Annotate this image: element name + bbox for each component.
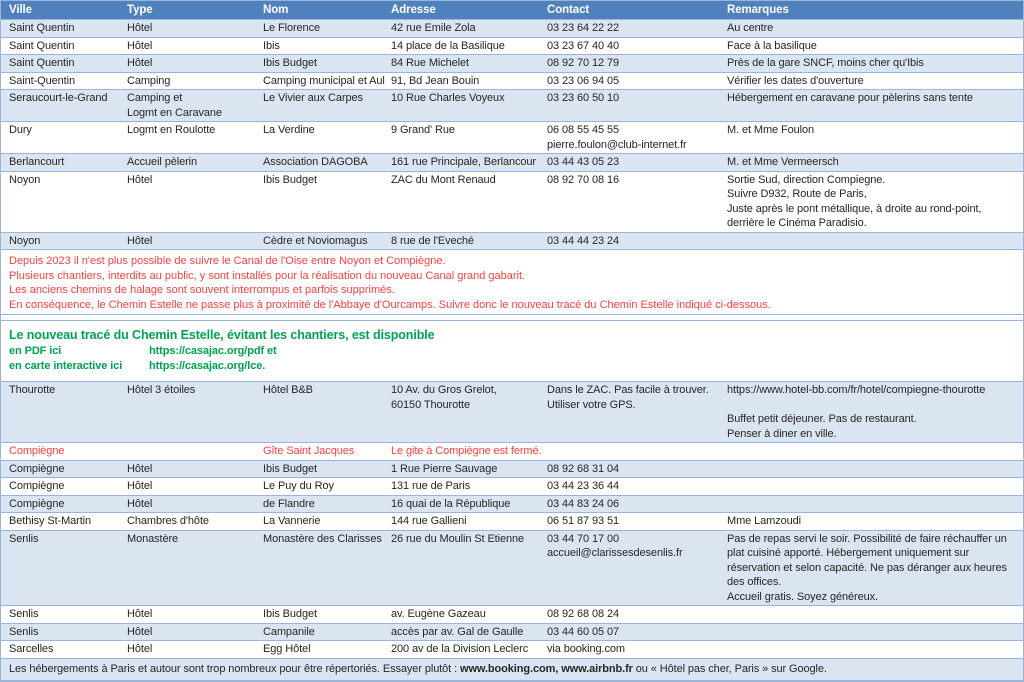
cell-nom bbox=[255, 531, 383, 606]
cell-contact bbox=[539, 478, 719, 495]
cell-line: Hébergement en caravane pour pèlerins sans tente bbox=[727, 92, 973, 104]
cell-remarques bbox=[719, 461, 1023, 478]
cell-line: 03 44 23 36 44 bbox=[547, 480, 620, 493]
cell-remarques bbox=[719, 20, 1023, 37]
cell-type bbox=[119, 73, 255, 90]
cell-remarques bbox=[719, 443, 1023, 460]
cell-contact bbox=[539, 154, 719, 171]
cell-nom bbox=[255, 478, 383, 495]
cell-ville bbox=[1, 531, 119, 606]
cell-adresse bbox=[383, 496, 539, 513]
cell-nom bbox=[255, 461, 383, 478]
url-link[interactable]: https://www.hotel-bb.com/fr/hotel/compiegne-thourotte bbox=[727, 384, 986, 397]
route-link-label: en PDF ici bbox=[9, 345, 62, 358]
cell-ville bbox=[1, 624, 119, 641]
cell-adresse bbox=[383, 233, 539, 250]
table-row bbox=[1, 641, 1023, 659]
cell-line: La Verdine bbox=[263, 124, 315, 136]
cell-line: Monastère des Clarisses bbox=[263, 532, 382, 545]
cell-adresse bbox=[383, 531, 539, 606]
table-row bbox=[1, 73, 1023, 91]
cell-line: Le Vivier aux Carpes bbox=[263, 92, 363, 104]
route-link-row bbox=[9, 344, 1015, 359]
table-row bbox=[1, 382, 1023, 443]
cell-line: Utiliser votre GPS. bbox=[547, 398, 636, 411]
cell-line: Ibis Budget bbox=[263, 173, 317, 186]
cell-line: 144 rue Gallieni bbox=[391, 515, 467, 528]
cell-nom bbox=[255, 122, 383, 153]
footer-text-prefix: Les hébergements à Paris et autour sont trop nombreux pour être répertoriés. Essayer plutôt : bbox=[9, 662, 461, 675]
cell-ville bbox=[1, 641, 119, 658]
cell-line: 03 23 60 50 10 bbox=[547, 92, 620, 104]
cell-line: Ibis Budget bbox=[263, 462, 317, 475]
cell-line: 08 92 70 08 16 bbox=[547, 173, 620, 186]
cell-remarques bbox=[719, 90, 1023, 121]
cell-remarques bbox=[719, 172, 1023, 232]
cell-line: Dans le ZAC. Pas facile à trouver. bbox=[547, 384, 709, 397]
cell-line: Hôtel bbox=[127, 234, 153, 247]
cell-line: Hôtel 3 étoiles bbox=[127, 384, 196, 397]
cell-line: 10 Av. du Gros Grelot, bbox=[391, 384, 497, 397]
cell-line: Logmt en Roulotte bbox=[127, 124, 216, 136]
cell-ville bbox=[1, 496, 119, 513]
cell-line: Chambres d'hôte bbox=[127, 515, 209, 528]
table-row bbox=[1, 154, 1023, 172]
cell-adresse bbox=[383, 513, 539, 530]
cell-line: Près de la gare SNCF, moins cher qu'Ibis bbox=[727, 57, 924, 69]
cell-type bbox=[119, 478, 255, 495]
cell-line: 03 44 44 23 24 bbox=[547, 234, 620, 247]
cell-line: 03 44 60 05 07 bbox=[547, 625, 620, 638]
cell-line: Thourotte bbox=[9, 384, 56, 397]
table-row bbox=[1, 606, 1023, 624]
cell-line: Le Florence bbox=[263, 22, 320, 34]
cell-line: Sortie Sud, direction Compiegne. bbox=[727, 173, 886, 186]
cell-line: Gîte Saint Jacques bbox=[263, 445, 355, 458]
cell-line: Hôtel B&B bbox=[263, 384, 313, 397]
cell-line: Suivre D932, Route de Paris, bbox=[727, 188, 867, 200]
cell-line: Berlancourt bbox=[9, 156, 65, 168]
cell-line: Vérifier les dates d'ouverture bbox=[727, 74, 864, 87]
cell-line: Senlis bbox=[9, 608, 39, 621]
cell-line: Le gite à Compiègne est fermé. bbox=[391, 445, 542, 458]
cell-line: 14 place de la Basilique bbox=[391, 39, 505, 52]
column-header-adresse: Adresse bbox=[391, 4, 436, 16]
cell-type bbox=[119, 496, 255, 513]
cell-contact bbox=[539, 382, 719, 442]
cell-line: Compiègne bbox=[9, 462, 65, 475]
cell-line: 08 92 70 12 79 bbox=[547, 57, 620, 69]
table-row bbox=[1, 90, 1023, 122]
table-row bbox=[1, 478, 1023, 496]
cell-remarques bbox=[719, 513, 1023, 530]
cell-nom bbox=[255, 641, 383, 658]
cell-ville bbox=[1, 478, 119, 495]
table-row bbox=[1, 531, 1023, 607]
cell-line: Sarcelles bbox=[9, 643, 54, 656]
cell-line: 9 Grand' Rue bbox=[391, 124, 455, 136]
cell-line: Au centre bbox=[727, 22, 774, 34]
cell-line: 26 rue du Moulin St Etienne bbox=[391, 532, 525, 545]
cell-nom bbox=[255, 443, 383, 460]
cell-line: Penser à diner en ville. bbox=[727, 427, 837, 440]
table-row bbox=[1, 55, 1023, 73]
cell-adresse bbox=[383, 624, 539, 641]
cell-line: Egg Hôtel bbox=[263, 643, 311, 656]
table-row bbox=[1, 122, 1023, 154]
cell-type bbox=[119, 461, 255, 478]
cell-line: Logmt en Caravane bbox=[127, 106, 222, 119]
route-link-row bbox=[9, 359, 1015, 374]
cell-line: Dury bbox=[9, 124, 32, 136]
cell-adresse bbox=[383, 641, 539, 658]
cell-line: Hôtel bbox=[127, 39, 153, 52]
cell-adresse bbox=[383, 478, 539, 495]
cell-line: Hôtel bbox=[127, 57, 153, 69]
cell-type bbox=[119, 641, 255, 658]
cell-line: Compiègne bbox=[9, 480, 65, 493]
cell-remarques bbox=[719, 122, 1023, 153]
cell-type bbox=[119, 233, 255, 250]
cell-line: 161 rue Principale, Berlancour bbox=[391, 156, 536, 168]
cell-type bbox=[119, 154, 255, 171]
cell-line: 03 23 06 94 05 bbox=[547, 74, 620, 87]
cell-line: Ibis bbox=[263, 39, 280, 52]
cell-remarques bbox=[719, 606, 1023, 623]
cell-line: 16 quai de la République bbox=[391, 497, 511, 510]
cell-contact bbox=[539, 606, 719, 623]
cell-line: pierre.foulon@club-internet.fr bbox=[547, 138, 687, 151]
cell-line: 1 Rue Pierre Sauvage bbox=[391, 462, 498, 475]
cell-type bbox=[119, 20, 255, 37]
cell-type bbox=[119, 38, 255, 55]
cell-adresse bbox=[383, 122, 539, 153]
cell-nom bbox=[255, 624, 383, 641]
cell-ville bbox=[1, 233, 119, 250]
cell-contact bbox=[539, 624, 719, 641]
cell-remarques bbox=[719, 38, 1023, 55]
cell-line: Saint Quentin bbox=[9, 39, 75, 52]
table-row bbox=[1, 233, 1023, 251]
cell-line: 06 51 87 93 51 bbox=[547, 515, 620, 528]
cell-adresse bbox=[383, 20, 539, 37]
cell-line: Compiègne bbox=[9, 445, 65, 458]
cell-contact bbox=[539, 443, 719, 460]
cell-remarques bbox=[719, 641, 1023, 658]
cell-line: Mme Lamzoudi bbox=[727, 515, 801, 528]
route-url-link[interactable]: https://casajac.org/pdf et bbox=[149, 345, 277, 358]
cell-line: 06 08 55 45 55 bbox=[547, 124, 620, 136]
cell-remarques bbox=[719, 382, 1023, 442]
cell-contact bbox=[539, 233, 719, 250]
cell-contact bbox=[539, 172, 719, 232]
cell-contact bbox=[539, 461, 719, 478]
cell-ville bbox=[1, 382, 119, 442]
cell-line: M. et Mme Vermeersch bbox=[727, 156, 839, 168]
cell-adresse bbox=[383, 55, 539, 72]
column-header-type: Type bbox=[127, 4, 153, 16]
cell-line: 91, Bd Jean Bouin bbox=[391, 74, 480, 87]
cell-line: de Flandre bbox=[263, 497, 315, 510]
new-route-note bbox=[1, 321, 1023, 382]
column-header-remarques: Remarques bbox=[727, 4, 789, 16]
cell-line: 03 23 67 40 40 bbox=[547, 39, 620, 52]
cell-line: Compiègne bbox=[9, 497, 65, 510]
cell-line: Ibis Budget bbox=[263, 57, 317, 69]
cell-ville bbox=[1, 154, 119, 171]
table-header-row bbox=[1, 1, 1023, 20]
cell-type bbox=[119, 513, 255, 530]
cell-line: Senlis bbox=[9, 532, 39, 545]
column-header-nom: Nom bbox=[263, 4, 289, 16]
cell-line: accueil@clarissesdesenlis.fr bbox=[547, 547, 683, 560]
cell-nom bbox=[255, 382, 383, 442]
route-url-link[interactable]: https://casajac.org/lce. bbox=[149, 360, 266, 373]
cell-line: 03 23 64 22 22 bbox=[547, 22, 620, 34]
warning-line: Les anciens chemins de halage sont souvent interrompus et parfois supprimés. bbox=[9, 284, 395, 297]
cell-nom bbox=[255, 38, 383, 55]
cell-nom bbox=[255, 154, 383, 171]
cell-line: 8 rue de l'Eveché bbox=[391, 234, 474, 247]
cell-line: Hôtel bbox=[127, 22, 153, 34]
cell-type bbox=[119, 90, 255, 121]
table-row bbox=[1, 38, 1023, 56]
cell-ville bbox=[1, 122, 119, 153]
cell-remarques bbox=[719, 73, 1023, 90]
cell-remarques bbox=[719, 55, 1023, 72]
cell-line: accès par av. Gal de Gaulle bbox=[391, 625, 524, 638]
cell-line: derrière le Cinéma Paradisio. bbox=[727, 217, 867, 229]
table-row bbox=[1, 513, 1023, 531]
cell-type bbox=[119, 443, 255, 460]
cell-adresse bbox=[383, 461, 539, 478]
cell-ville bbox=[1, 73, 119, 90]
cell-line: 08 92 68 31 04 bbox=[547, 462, 620, 475]
cell-line: Hôtel bbox=[127, 608, 153, 621]
table-row bbox=[1, 461, 1023, 479]
cell-ville bbox=[1, 38, 119, 55]
cell-contact bbox=[539, 38, 719, 55]
cell-ville bbox=[1, 55, 119, 72]
cell-adresse bbox=[383, 443, 542, 460]
cell-type bbox=[119, 122, 255, 153]
table-row bbox=[1, 443, 1023, 461]
cell-remarques bbox=[719, 531, 1023, 606]
warning-line: Depuis 2023 il n'est plus possible de suivre le Canal de l'Oise entre Noyon et Compiègne. bbox=[9, 255, 446, 267]
warning-line: Plusieurs chantiers, interdits au public, y sont installés pour la réalisation du nouveau Canal grand gabarit. bbox=[9, 269, 526, 282]
cell-type bbox=[119, 55, 255, 72]
cell-line: Noyon bbox=[9, 173, 41, 186]
table-row bbox=[1, 172, 1023, 233]
cell-line: Noyon bbox=[9, 234, 41, 247]
cell-line: Hôtel bbox=[127, 173, 153, 186]
cell-line: 03 44 70 17 00 bbox=[547, 532, 620, 545]
cell-nom bbox=[255, 55, 383, 72]
cell-line: Senlis bbox=[9, 625, 39, 638]
cell-remarques bbox=[719, 233, 1023, 250]
cell-line: Seraucourt-le-Grand bbox=[9, 92, 108, 104]
cell-line: Camping et bbox=[127, 92, 183, 104]
cell-line: Camping municipal et Aul bbox=[263, 74, 385, 87]
cell-nom bbox=[255, 606, 383, 623]
cell-line: Juste après le pont métallique, à droite au rond-point, bbox=[727, 202, 982, 215]
cell-nom bbox=[255, 172, 383, 232]
cell-line: Camping bbox=[127, 74, 171, 87]
paris-note-footer bbox=[1, 659, 1023, 681]
cell-line: Accueil pèlerin bbox=[127, 156, 198, 168]
cell-adresse bbox=[383, 90, 539, 121]
cell-contact bbox=[539, 641, 719, 658]
new-route-title: Le nouveau tracé du Chemin Estelle, évitant les chantiers, est disponible bbox=[9, 328, 435, 343]
cell-contact bbox=[539, 122, 719, 153]
construction-warning-note bbox=[1, 250, 1023, 315]
cell-contact bbox=[539, 20, 719, 37]
cell-nom bbox=[255, 233, 383, 250]
cell-adresse bbox=[383, 172, 539, 232]
table-row bbox=[1, 624, 1023, 642]
cell-line: 42 rue Emile Zola bbox=[391, 22, 476, 34]
cell-remarques bbox=[719, 478, 1023, 495]
cell-contact bbox=[539, 90, 719, 121]
cell-line: Buffet petit déjeuner. Pas de restaurant. bbox=[727, 413, 917, 426]
cell-line: Saint-Quentin bbox=[9, 74, 75, 87]
cell-line: 60150 Thourotte bbox=[391, 398, 471, 411]
cell-adresse bbox=[383, 73, 539, 90]
footer-text-suffix: ou « Hôtel pas cher, Paris » sur Google. bbox=[632, 662, 827, 675]
cell-line: M. et Mme Foulon bbox=[727, 124, 815, 136]
column-header-ville: Ville bbox=[9, 4, 32, 16]
cell-line: 131 rue de Paris bbox=[391, 480, 471, 493]
cell-line: 200 av de la Division Leclerc bbox=[391, 643, 529, 656]
cell-nom bbox=[255, 20, 383, 37]
cell-ville bbox=[1, 20, 119, 37]
cell-line: Campanile bbox=[263, 625, 315, 638]
cell-nom bbox=[255, 73, 383, 90]
route-link-label: en carte interactive ici bbox=[9, 360, 123, 373]
cell-line bbox=[727, 398, 1019, 413]
cell-line: 84 Rue Michelet bbox=[391, 57, 469, 69]
cell-line: Saint Quentin bbox=[9, 22, 75, 34]
column-header-contact: Contact bbox=[547, 4, 590, 16]
cell-line: Hôtel bbox=[127, 643, 153, 656]
cell-line: ZAC du Mont Renaud bbox=[391, 173, 496, 186]
cell-contact bbox=[539, 531, 719, 606]
cell-ville bbox=[1, 606, 119, 623]
cell-nom bbox=[255, 90, 383, 121]
cell-line: Cèdre et Noviomagus bbox=[263, 234, 368, 247]
cell-contact bbox=[539, 513, 719, 530]
cell-ville bbox=[1, 443, 119, 460]
cell-line: 03 44 83 24 06 bbox=[547, 497, 620, 510]
cell-remarques bbox=[719, 624, 1023, 641]
cell-line: La Vannerie bbox=[263, 515, 321, 528]
cell-line: Monastère bbox=[127, 532, 179, 545]
cell-line: Hôtel bbox=[127, 462, 153, 475]
cell-line: Hôtel bbox=[127, 480, 153, 493]
cell-contact bbox=[539, 55, 719, 72]
cell-remarques bbox=[719, 496, 1023, 513]
cell-nom bbox=[255, 513, 383, 530]
cell-remarques bbox=[719, 154, 1023, 171]
cell-line: Bethisy St-Martin bbox=[9, 515, 92, 528]
cell-type bbox=[119, 531, 255, 606]
cell-nom bbox=[255, 496, 383, 513]
cell-line: av. Eugène Gazeau bbox=[391, 608, 486, 621]
cell-type bbox=[119, 172, 255, 232]
cell-ville bbox=[1, 172, 119, 232]
cell-type bbox=[119, 382, 255, 442]
cell-line: 03 44 43 05 23 bbox=[547, 156, 620, 168]
cell-line: Hôtel bbox=[127, 625, 153, 638]
cell-contact bbox=[539, 73, 719, 90]
cell-line: Saint Quentin bbox=[9, 57, 75, 69]
cell-line: Ibis Budget bbox=[263, 608, 317, 621]
cell-line: Association DAGOBA bbox=[263, 156, 368, 168]
cell-line: Pas de repas servi le soir. Possibilité de faire réchauffer un plat cuisiné apporté. Hébergement uniquement sur réservation et selon capacité. Ne pas déranger aux heures des offices. bbox=[727, 532, 1007, 589]
cell-adresse bbox=[383, 154, 539, 171]
cell-line: Hôtel bbox=[127, 497, 153, 510]
cell-type bbox=[119, 624, 255, 641]
cell-adresse bbox=[383, 38, 539, 55]
cell-line: Accueil gratis. Soyez généreux. bbox=[727, 590, 878, 603]
cell-line: 10 Rue Charles Voyeux bbox=[391, 92, 505, 104]
cell-line: 08 92 68 08 24 bbox=[547, 608, 620, 621]
cell-line: Le Puy du Roy bbox=[263, 480, 334, 493]
cell-line: Face à la basilique bbox=[727, 39, 817, 52]
footer-site-links: www.booking.com, www.airbnb.fr bbox=[460, 662, 633, 675]
cell-type bbox=[119, 606, 255, 623]
warning-line: En conséquence, le Chemin Estelle ne passe plus à proximité de l'Abbaye d'Ourcamps. Suivre donc le nouveau tracé du Chemin Estelle indiqué ci-dessous. bbox=[9, 298, 771, 311]
cell-contact bbox=[539, 496, 719, 513]
cell-ville bbox=[1, 90, 119, 121]
cell-ville bbox=[1, 461, 119, 478]
cell-adresse bbox=[383, 606, 539, 623]
cell-line: via booking.com bbox=[547, 643, 625, 656]
table-row bbox=[1, 496, 1023, 514]
table-row bbox=[1, 20, 1023, 38]
cell-adresse bbox=[383, 382, 539, 442]
cell-ville bbox=[1, 513, 119, 530]
